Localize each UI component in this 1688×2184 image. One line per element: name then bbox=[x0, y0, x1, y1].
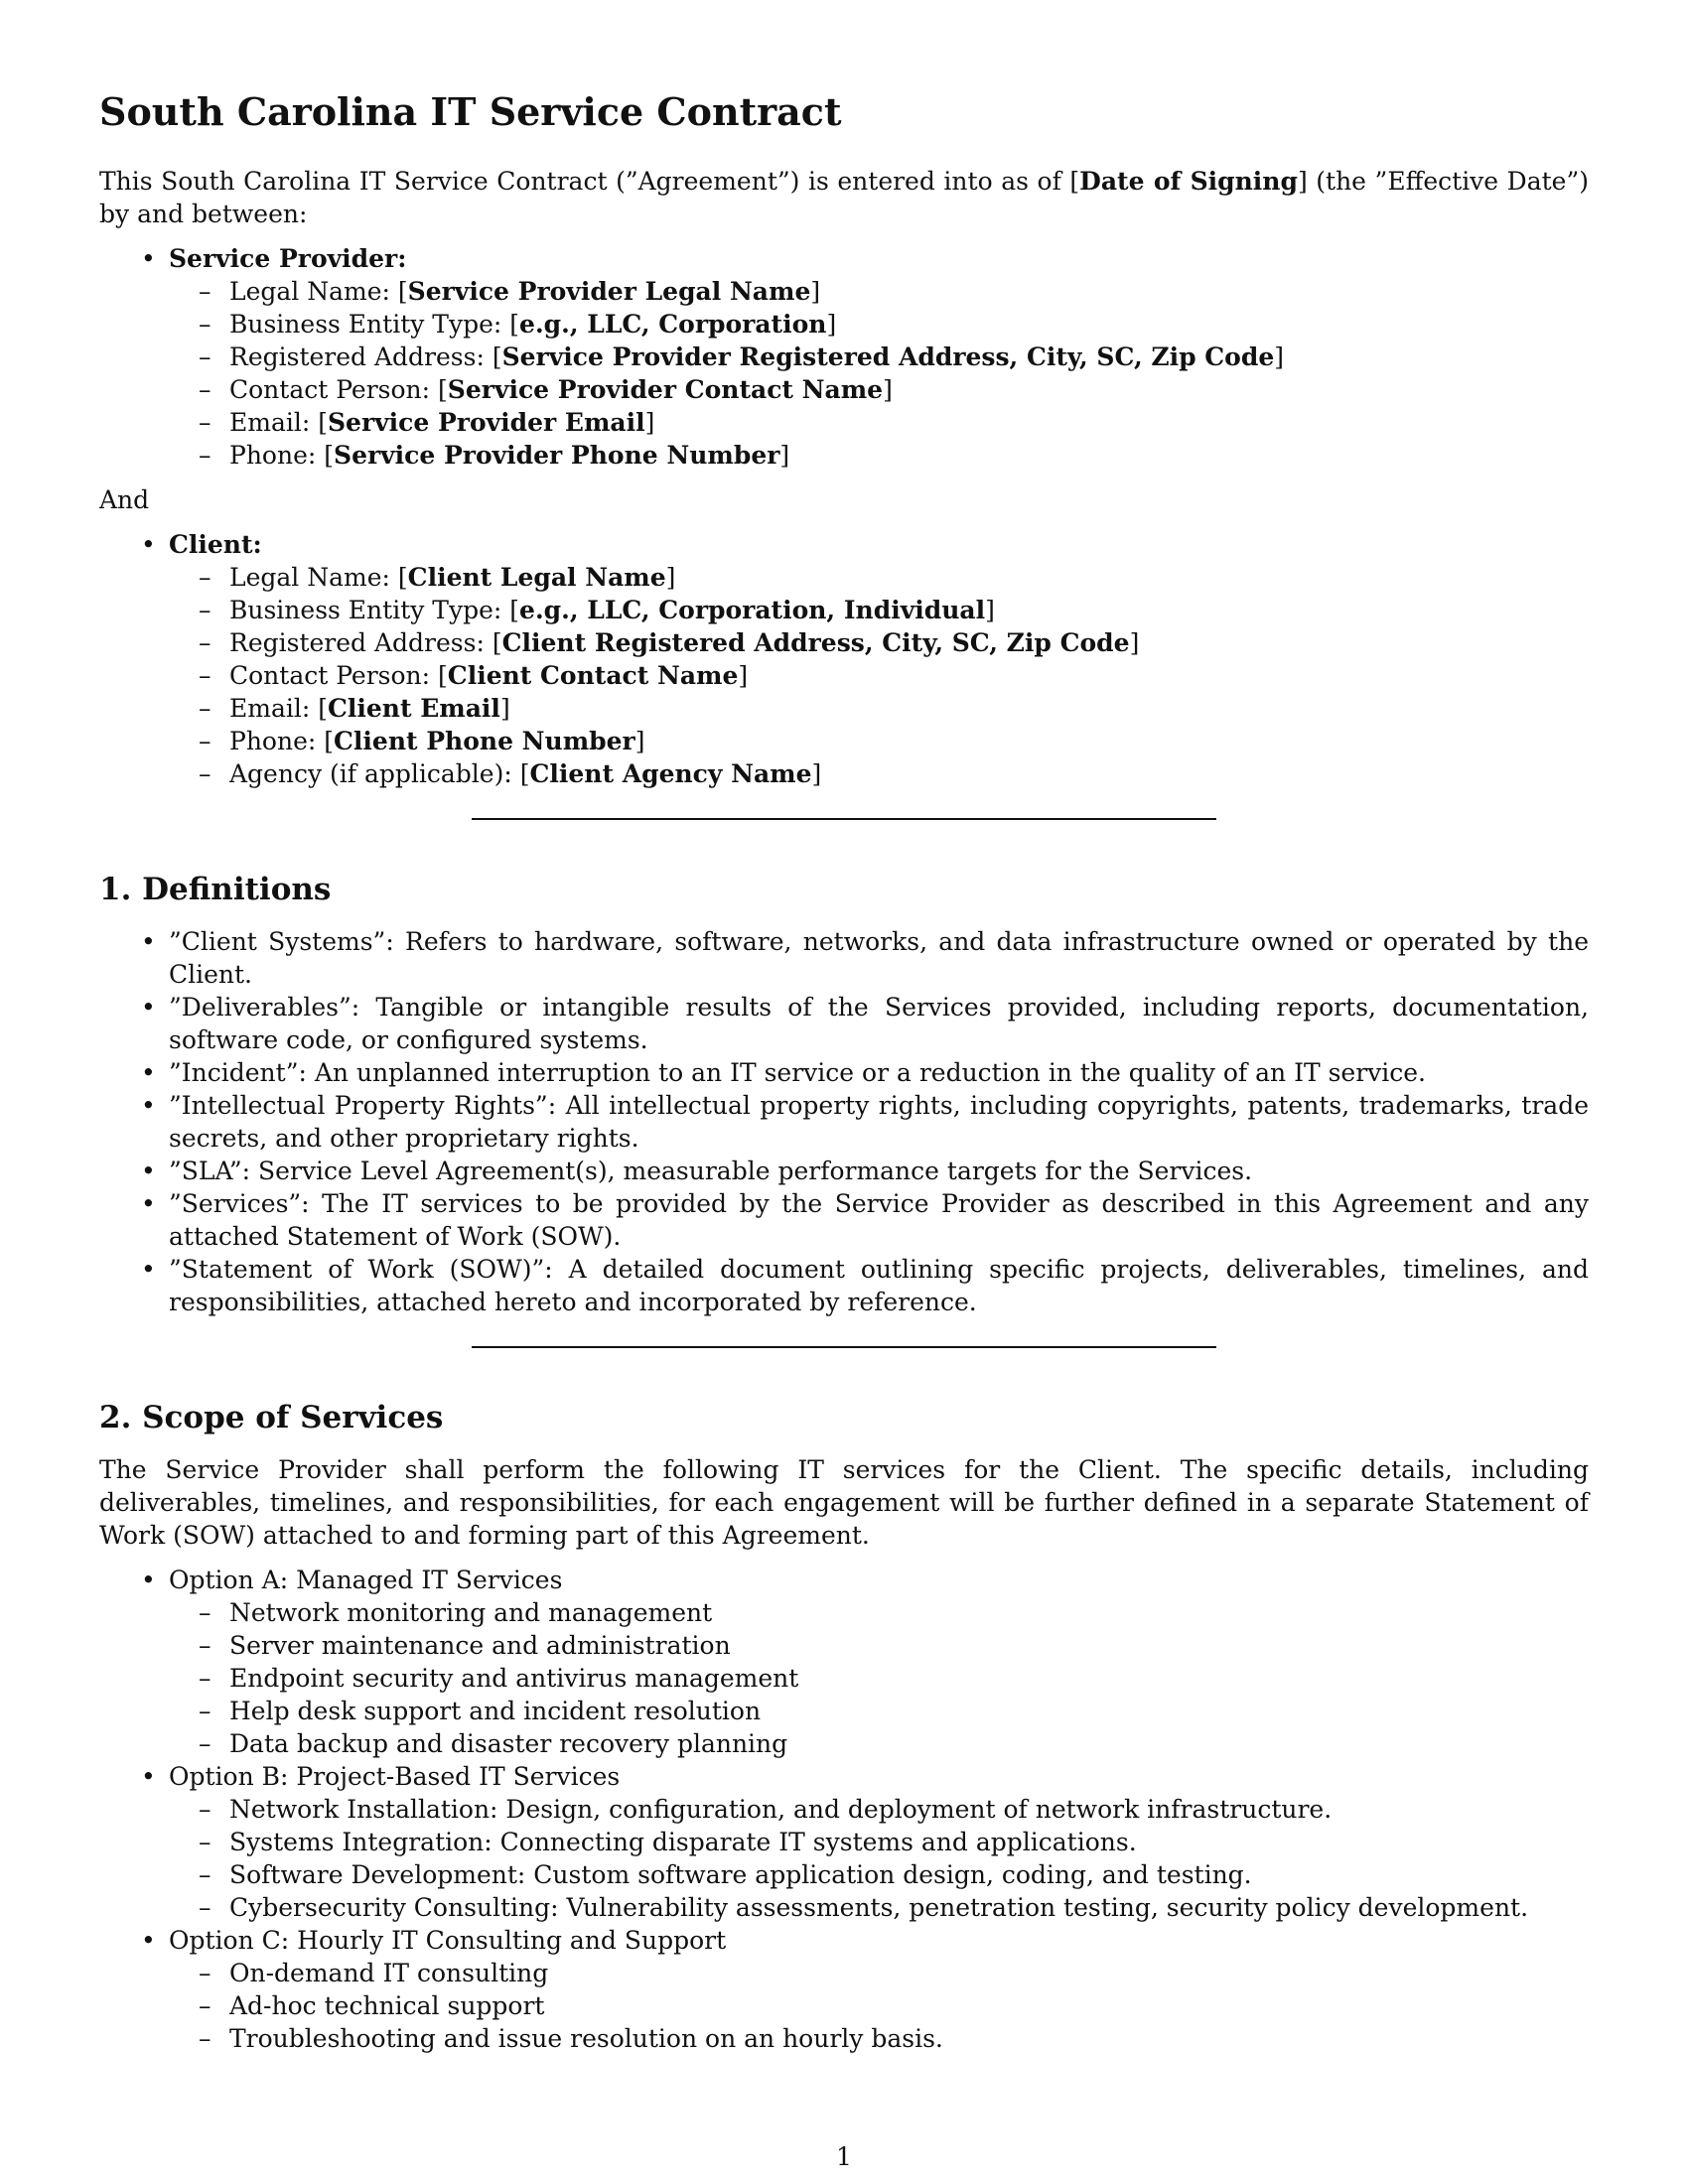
client-heading: Client: bbox=[169, 530, 262, 559]
field-label: Contact Person: bbox=[229, 661, 439, 690]
provider-heading: Service Provider: bbox=[169, 244, 407, 273]
intro-pre: This South Carolina IT Service Contract (”Agreement”) is entered into as of [ bbox=[99, 167, 1080, 196]
field-label: Registered Address: bbox=[229, 628, 492, 657]
section-divider bbox=[472, 1346, 1216, 1348]
definition-item: • ”Statement of Work (SOW)”: A detailed document outlining specific projects, deliverables, timelines, and responsibilities, attached hereto and incorporated by reference. bbox=[169, 1253, 1589, 1318]
field-value: Service Provider Contact Name bbox=[447, 375, 884, 404]
option-item bbox=[169, 1760, 1589, 1924]
provider-field: – Registered Address: [Service Provider Registered Address, City, SC, Zip Code] bbox=[229, 341, 1589, 373]
provider-item bbox=[169, 242, 1589, 472]
intro-post: ] (the ”Effective Date”) by and between: bbox=[99, 167, 1590, 228]
client-fields bbox=[169, 561, 1589, 790]
option-subitem: – Network monitoring and management bbox=[229, 1596, 1589, 1629]
client-field: – Legal Name: [Client Legal Name] bbox=[229, 561, 1589, 594]
option-item bbox=[169, 1564, 1589, 1760]
field-value: Service Provider Phone Number bbox=[334, 441, 780, 470]
document-content bbox=[99, 87, 1589, 2055]
definition-item: • ”Incident”: An unplanned interruption to an IT service or a reduction in the quality of an IT service. bbox=[169, 1056, 1589, 1089]
and-connector: And bbox=[99, 485, 150, 514]
provider-field: – Contact Person: [Service Provider Contact Name] bbox=[229, 373, 1589, 406]
section-1-heading: 1. Definitions bbox=[99, 872, 332, 907]
client-item bbox=[169, 528, 1589, 790]
field-value: Service Provider Legal Name bbox=[407, 277, 811, 306]
option-subitem: – Software Development: Custom software application design, coding, and testing. bbox=[229, 1858, 1589, 1891]
intro-date-placeholder: Date of Signing bbox=[1079, 167, 1298, 196]
field-label: Agency (if applicable): bbox=[229, 759, 520, 788]
field-label: Phone: bbox=[229, 441, 325, 470]
field-label: Legal Name: bbox=[229, 563, 398, 592]
option-subitem: – Troubleshooting and issue resolution on an hourly basis. bbox=[229, 2022, 1589, 2055]
option-subitem: – Endpoint security and antivirus management bbox=[229, 1662, 1589, 1695]
section-2-heading: 2. Scope of Services bbox=[99, 1400, 444, 1435]
provider-field: – Email: [Service Provider Email] bbox=[229, 406, 1589, 439]
field-value: Client Contact Name bbox=[447, 661, 739, 690]
definition-item: • ”Deliverables”: Tangible or intangible results of the Services provided, including reports, documentation, software code, or configured systems. bbox=[169, 991, 1589, 1056]
option-subitem: – On-demand IT consulting bbox=[229, 1957, 1589, 1989]
field-value: e.g., LLC, Corporation bbox=[519, 310, 827, 339]
client-field: – Business Entity Type: [e.g., LLC, Corporation, Individual] bbox=[229, 594, 1589, 626]
field-label: Email: bbox=[229, 408, 319, 437]
field-value: Service Provider Email bbox=[328, 408, 645, 437]
definition-item: • ”Client Systems”: Refers to hardware, software, networks, and data infrastructure owned or operated by the Client. bbox=[169, 925, 1589, 991]
option-subitem: – Data backup and disaster recovery planning bbox=[229, 1727, 1589, 1760]
client-field: – Phone: [Client Phone Number] bbox=[229, 725, 1589, 757]
field-value: Client Email bbox=[328, 694, 500, 723]
option-label: Option C: Hourly IT Consulting and Support bbox=[169, 1926, 727, 1955]
definition-item: • ”SLA”: Service Level Agreement(s), measurable performance targets for the Services. bbox=[169, 1155, 1589, 1187]
field-value: Client Phone Number bbox=[334, 727, 635, 755]
option-sublist bbox=[169, 1793, 1589, 1924]
provider-field: – Legal Name: [Service Provider Legal Name] bbox=[229, 275, 1589, 308]
definitions-list bbox=[99, 925, 1589, 1318]
option-label: Option B: Project-Based IT Services bbox=[169, 1762, 621, 1791]
option-subitem: – Systems Integration: Connecting disparate IT systems and applications. bbox=[229, 1826, 1589, 1858]
definition-item: • ”Intellectual Property Rights”: All intellectual property rights, including copyrights, patents, trademarks, trade secrets, and other proprietary rights. bbox=[169, 1089, 1589, 1155]
page-number: 1 bbox=[836, 2142, 852, 2171]
option-subitem: – Server maintenance and administration bbox=[229, 1629, 1589, 1662]
field-label: Legal Name: bbox=[229, 277, 398, 306]
client-field: – Registered Address: [Client Registered Address, City, SC, Zip Code] bbox=[229, 626, 1589, 659]
field-label: Business Entity Type: bbox=[229, 596, 510, 624]
scope-intro-paragraph: The Service Provider shall perform the following IT services for the Client. The specific details, including deliverables, timelines, and responsibilities, for each engagement will be further defined in a separate Statement of Work (SOW) attached to and forming part of this Agreement. bbox=[99, 1455, 1589, 1550]
provider-field: – Phone: [Service Provider Phone Number] bbox=[229, 439, 1589, 472]
option-subitem: – Cybersecurity Consulting: Vulnerability assessments, penetration testing, security policy development. bbox=[229, 1891, 1589, 1924]
option-subitem: – Network Installation: Design, configuration, and deployment of network infrastructure. bbox=[229, 1793, 1589, 1826]
field-value: Service Provider Registered Address, City, SC, Zip Code bbox=[501, 342, 1275, 371]
option-sublist bbox=[169, 1596, 1589, 1760]
option-subitem: – Ad-hoc technical support bbox=[229, 1989, 1589, 2022]
field-value: Client Legal Name bbox=[407, 563, 666, 592]
scope-options-list bbox=[99, 1564, 1589, 2055]
option-label: Option A: Managed IT Services bbox=[169, 1566, 563, 1594]
field-label: Registered Address: bbox=[229, 342, 492, 371]
document-title: South Carolina IT Service Contract bbox=[99, 89, 842, 134]
option-item bbox=[169, 1924, 1589, 2055]
provider-list bbox=[99, 242, 1589, 472]
intro-paragraph bbox=[99, 165, 1589, 230]
option-sublist bbox=[169, 1957, 1589, 2055]
field-label: Phone: bbox=[229, 727, 325, 755]
field-value: e.g., LLC, Corporation, Individual bbox=[519, 596, 986, 624]
definition-item: • ”Services”: The IT services to be provided by the Service Provider as described in this Agreement and any attached Statement of Work (SOW). bbox=[169, 1187, 1589, 1253]
field-label: Business Entity Type: bbox=[229, 310, 510, 339]
client-field: – Agency (if applicable): [Client Agency Name] bbox=[229, 757, 1589, 790]
field-label: Email: bbox=[229, 694, 319, 723]
field-value: Client Registered Address, City, SC, Zip Code bbox=[501, 628, 1130, 657]
client-field: – Contact Person: [Client Contact Name] bbox=[229, 659, 1589, 692]
client-list bbox=[99, 528, 1589, 790]
provider-field: – Business Entity Type: [e.g., LLC, Corporation] bbox=[229, 308, 1589, 341]
field-label: Contact Person: bbox=[229, 375, 439, 404]
section-divider bbox=[472, 818, 1216, 820]
option-subitem: – Help desk support and incident resolution bbox=[229, 1695, 1589, 1727]
field-value: Client Agency Name bbox=[529, 759, 812, 788]
provider-fields bbox=[169, 275, 1589, 472]
client-field: – Email: [Client Email] bbox=[229, 692, 1589, 725]
